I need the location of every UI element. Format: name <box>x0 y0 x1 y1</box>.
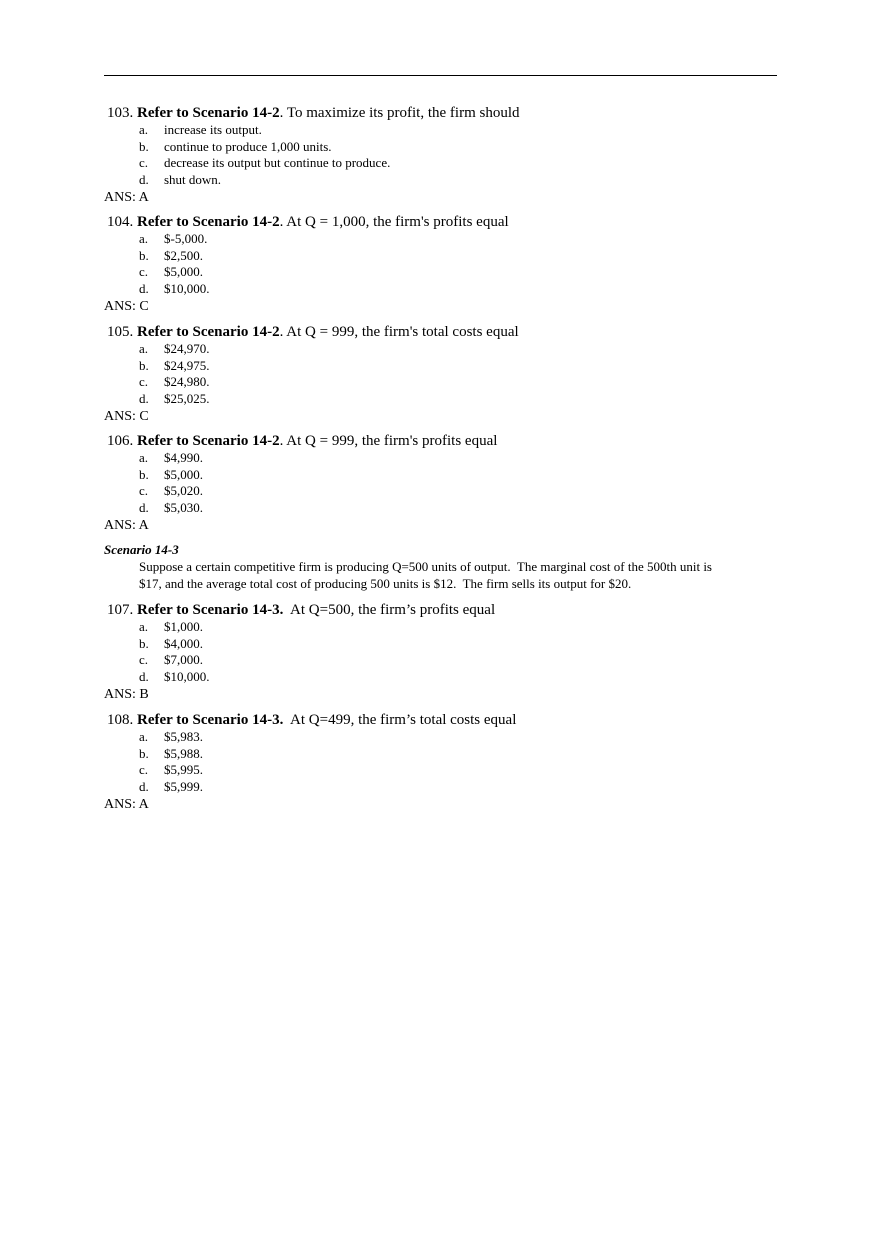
question-103 <box>104 104 776 207</box>
option-letter: a. <box>139 122 149 137</box>
text: . At Q = 999, the firm's profits equal <box>279 433 498 449</box>
answer-key: ANS: A <box>104 517 149 533</box>
option-letter: d. <box>139 500 149 516</box>
question-number: 105. <box>107 324 134 340</box>
option-letter: c. <box>139 483 149 499</box>
options-list <box>104 729 776 796</box>
question-stem <box>107 711 776 729</box>
option <box>104 729 776 746</box>
answer-key: ANS: C <box>104 298 149 314</box>
text: $1,000. <box>164 619 203 634</box>
question-number: 104. <box>107 214 134 230</box>
text: $24,975. <box>164 357 210 373</box>
option <box>104 172 776 189</box>
scenario-reference: Refer to Scenario 14-2 <box>137 105 280 121</box>
option-letter: a. <box>139 729 149 744</box>
option <box>104 358 776 375</box>
scenario-reference: Refer to Scenario 14-2 <box>137 324 280 340</box>
question-106 <box>104 432 776 535</box>
option <box>104 231 776 248</box>
option <box>104 500 776 517</box>
option-letter: b. <box>139 138 149 154</box>
option <box>104 374 776 391</box>
question-number: 103. <box>107 105 134 121</box>
question-stem <box>107 104 776 122</box>
scenario-reference: Refer to Scenario 14-3. <box>137 602 284 618</box>
option <box>104 652 776 669</box>
option-letter: c. <box>139 374 149 390</box>
option-letter: a. <box>139 619 149 634</box>
text: $5,020. <box>164 483 203 499</box>
options-list <box>104 450 776 517</box>
text: $4,000. <box>164 635 203 651</box>
option-letter: d. <box>139 779 149 795</box>
scenario-block <box>104 542 776 592</box>
text: shut down. <box>164 172 222 188</box>
option-letter: a. <box>139 450 149 465</box>
option <box>104 155 776 172</box>
text: $5,988. <box>164 745 203 761</box>
answer-key: ANS: A <box>104 189 149 205</box>
question-number: 106. <box>107 433 134 449</box>
question-104 <box>104 213 776 316</box>
option-letter: b. <box>139 635 149 651</box>
text: $5,000. <box>164 264 203 280</box>
text: $24,980. <box>164 374 210 390</box>
text: $5,995. <box>164 762 203 778</box>
scenario-title: Scenario 14-3 <box>104 542 179 557</box>
option <box>104 483 776 500</box>
question-stem <box>107 432 776 450</box>
text: . At Q = 999, the firm's total costs equal <box>279 324 519 340</box>
option-letter: d. <box>139 391 149 407</box>
option <box>104 341 776 358</box>
text: $7,000. <box>164 652 203 668</box>
header-rule <box>104 75 777 76</box>
text: $5,000. <box>164 466 203 482</box>
option-letter: b. <box>139 357 149 373</box>
question-107 <box>104 601 776 704</box>
text: decrease its output but continue to produce. <box>164 155 391 171</box>
scenario-reference: Refer to Scenario 14-3. <box>137 712 284 728</box>
option-letter: b. <box>139 466 149 482</box>
text: $4,990. <box>164 450 203 465</box>
question-stem <box>107 213 776 231</box>
text: $2,500. <box>164 247 203 263</box>
question-105 <box>104 323 776 426</box>
option <box>104 779 776 796</box>
text: . At Q = 1,000, the firm's profits equal <box>279 214 509 230</box>
option <box>104 669 776 686</box>
scenario-reference: Refer to Scenario 14-2 <box>137 214 280 230</box>
text: continue to produce 1,000 units. <box>164 138 332 154</box>
options-list <box>104 341 776 408</box>
text: $5,999. <box>164 779 203 795</box>
text: $5,030. <box>164 500 203 516</box>
text: $5,983. <box>164 729 203 744</box>
question-number: 108. <box>107 712 134 728</box>
answer-key: ANS: B <box>104 686 149 702</box>
option-letter: c. <box>139 762 149 778</box>
answer-key: ANS: A <box>104 796 149 812</box>
option-letter: b. <box>139 247 149 263</box>
text: increase its output. <box>164 122 262 137</box>
text: $25,025. <box>164 391 210 407</box>
option-letter: c. <box>139 652 149 668</box>
text: At Q=499, the firm’s total costs equal <box>283 712 517 728</box>
text: At Q=500, the firm’s profits equal <box>283 602 496 618</box>
text: $24,970. <box>164 341 210 356</box>
option-letter: b. <box>139 745 149 761</box>
option <box>104 762 776 779</box>
answer-key: ANS: C <box>104 408 149 424</box>
option <box>104 264 776 281</box>
question-stem <box>107 601 776 619</box>
option <box>104 619 776 636</box>
question-108 <box>104 711 776 814</box>
option-letter: d. <box>139 281 149 297</box>
option <box>104 391 776 408</box>
options-list <box>104 122 776 189</box>
option <box>104 248 776 265</box>
text: $10,000. <box>164 281 210 297</box>
option <box>104 139 776 156</box>
option-letter: d. <box>139 172 149 188</box>
question-stem <box>107 323 776 341</box>
option <box>104 636 776 653</box>
scenario-reference: Refer to Scenario 14-2 <box>137 433 280 449</box>
option <box>104 746 776 763</box>
option-letter: d. <box>139 669 149 685</box>
text: $10,000. <box>164 669 210 685</box>
option-letter: c. <box>139 264 149 280</box>
option <box>104 122 776 139</box>
options-list <box>104 231 776 298</box>
option <box>104 450 776 467</box>
text: . To maximize its profit, the firm should <box>279 105 520 121</box>
option-letter: a. <box>139 341 149 356</box>
option <box>104 467 776 484</box>
question-number: 107. <box>107 602 134 618</box>
option <box>104 281 776 298</box>
scenario-text: Suppose a certain competitive firm is producing Q=500 units of output. The marginal cost of the 500th unit is $17, and the average total cost of producing 500 units is $12. The firm sells its output for $20. <box>139 559 712 591</box>
option-letter: c. <box>139 155 149 171</box>
option-letter: a. <box>139 231 149 246</box>
options-list <box>104 619 776 686</box>
text: $-5,000. <box>164 231 208 246</box>
